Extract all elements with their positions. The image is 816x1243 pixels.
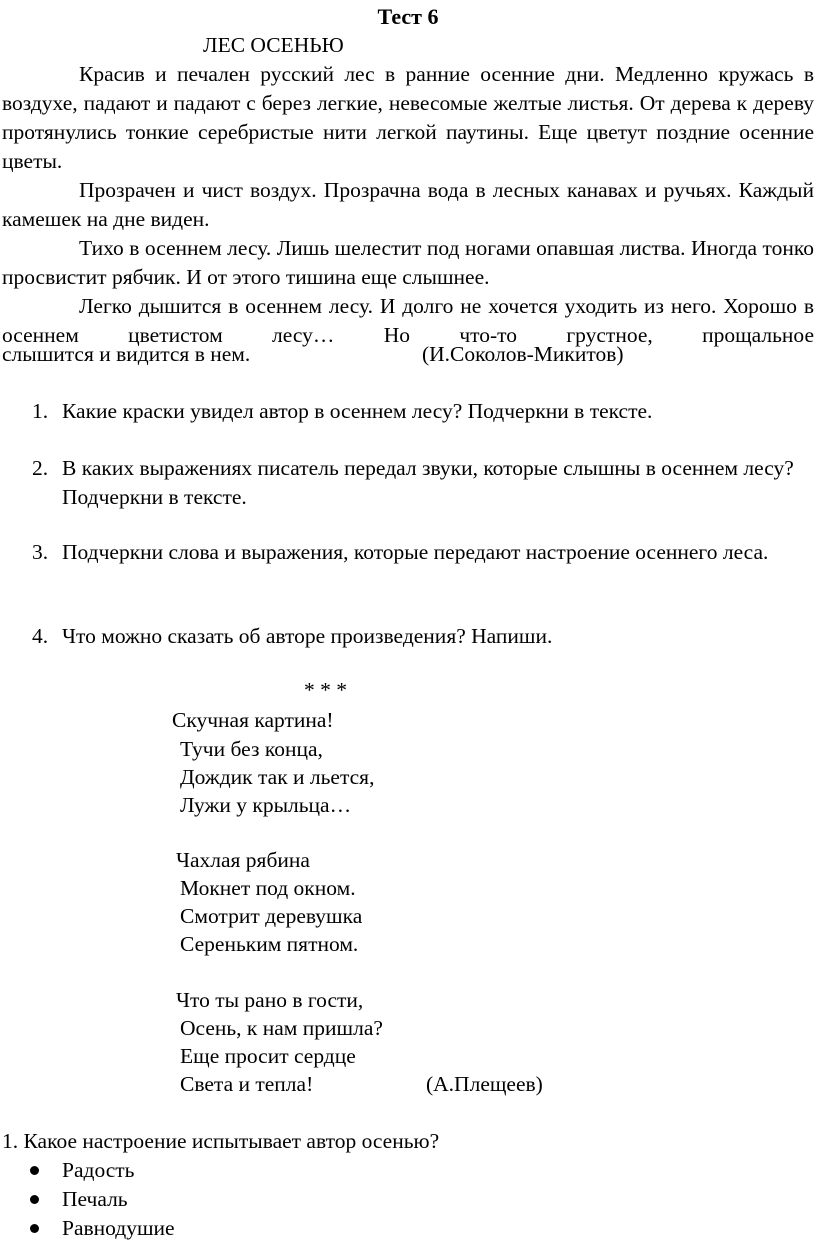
- option-label: Равнодушие: [62, 1216, 175, 1240]
- poem-line: Лужи у крыльца…: [180, 793, 352, 817]
- poem-line: Смотрит деревушка: [180, 904, 363, 928]
- story-paragraph-4: Легко дышится в осеннем лесу. И долго не хочется уходить из него. Хорошо в осеннем цветистом лесу… Но что-то грустное, прощальное: [2, 294, 814, 347]
- final-question-text: 1. Какое настроение испытывает автор осенью?: [2, 1129, 440, 1153]
- story-author: (И.Соколов-Микитов): [422, 342, 624, 366]
- story-paragraph-4-last: слышится и видится в нем.: [2, 342, 251, 366]
- text-title: ЛЕС ОСЕНЬЮ: [203, 33, 344, 57]
- poem-line: Сереньким пятном.: [180, 932, 359, 956]
- option-label: Печаль: [62, 1187, 128, 1211]
- question-number: 1.: [32, 399, 49, 423]
- poem-line: Осень, к нам пришла?: [180, 1016, 383, 1040]
- story-paragraph-1: Красив и печален русский лес в ранние осенние дни. Медленно кружась в воздухе, падают и падают с берез легкие, невесомые желтые листья. От дерева к дереву протянулись тонкие серебристые нити легкой паутины. Еще цветут поздние осенние цветы.: [2, 62, 814, 173]
- question-text: Что можно сказать об авторе произведения? Напиши.: [62, 624, 553, 648]
- poem-line: Еще просит сердце: [180, 1044, 356, 1068]
- question-number: 4.: [32, 624, 49, 648]
- poem-line: Света и тепла!: [180, 1072, 314, 1096]
- test-title: Тест 6: [377, 4, 439, 29]
- question-text: Подчеркни слова и выражения, которые передают настроение осеннего леса.: [62, 540, 769, 564]
- question-text: В каких выражениях писатель передал звуки, которые слышны в осеннем лесу? Подчеркни в тексте.: [62, 456, 794, 509]
- bullet-icon: [30, 1166, 39, 1175]
- poem-line: Скучная картина!: [172, 708, 334, 732]
- story-paragraph-3: Тихо в осеннем лесу. Лишь шелестит под ногами опавшая листва. Иногда тонко просвистит рябчик. И от этого тишина еще слышнее.: [2, 236, 814, 289]
- question-text: Какие краски увидел автор в осеннем лесу? Подчеркни в тексте.: [62, 399, 653, 423]
- poem-line: Тучи без конца,: [180, 737, 323, 761]
- bullet-icon: [30, 1195, 39, 1204]
- poem-line: Мокнет под окном.: [180, 876, 356, 900]
- poem-author: (А.Плещеев): [426, 1072, 543, 1096]
- poem-stars: * * *: [304, 678, 347, 702]
- poem-line: Чахлая рябина: [176, 848, 310, 872]
- question-number: 3.: [32, 540, 49, 564]
- option-label: Радость: [62, 1158, 135, 1182]
- bullet-icon: [30, 1224, 39, 1233]
- poem-line: Дождик так и льется,: [180, 765, 375, 789]
- story-paragraph-2: Прозрачен и чист воздух. Прозрачна вода в лесных канавах и ручьях. Каждый камешек на дне виден.: [2, 178, 814, 231]
- question-number: 2.: [32, 456, 49, 480]
- poem-line: Что ты рано в гости,: [176, 988, 364, 1012]
